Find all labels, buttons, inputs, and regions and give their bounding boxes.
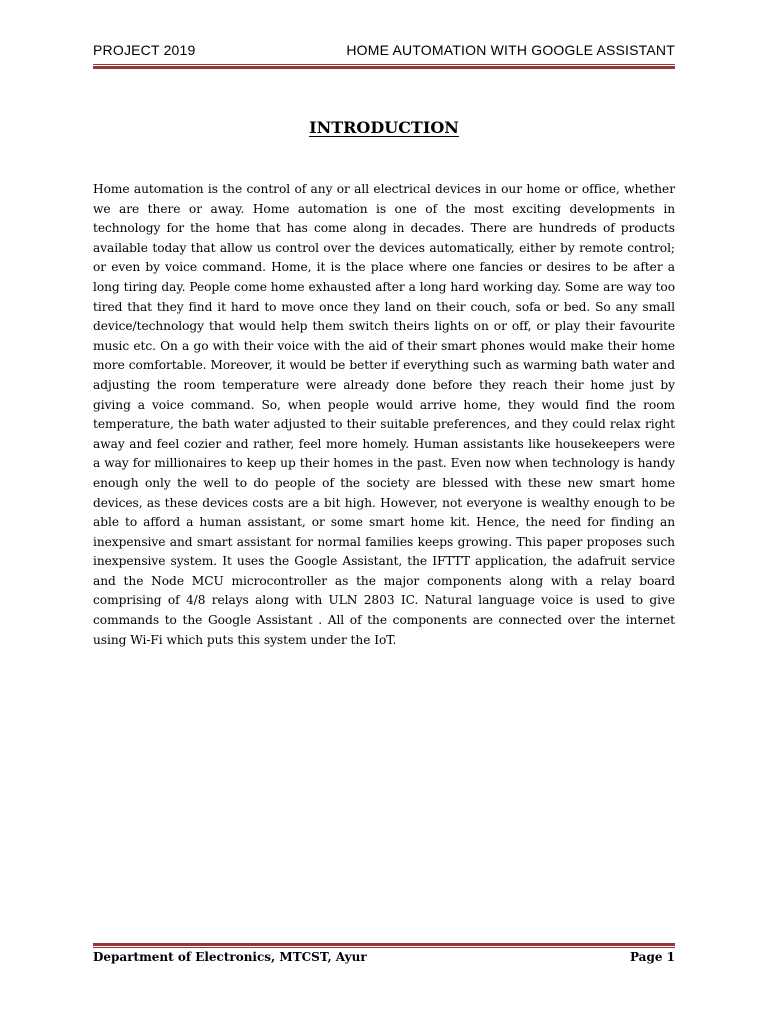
header-project-title: HOME AUTOMATION WITH GOOGLE ASSISTANT [346,42,675,58]
page-header [93,42,675,62]
body-paragraph: Home automation is the control of any or all electrical devices in our home or office, whether we are there or away. Home automation is one of the most exciting developments in technology for the home that has come along in decades. There are hundreds of products available today that allow us control over the devices automatically, either by remote control; or even by voice command. Home, it is the place where one fancies or desires to be after a long tiring day. People come home exhausted after a long hard working day. Some are way too tired that they find it hard to move once they land on their couch, sofa or bed. So any small device/technology that would help them switch theirs lights on or off, or play their favourite music etc. On a go with their voice with the aid of their smart phones would make their home more comfortable. Moreover, it would be better if everything such as warming bath water and adjusting the room temperature were already done before they reach their home just by giving a voice command. So, when people would arrive home, they would find the room temperature, the bath water adjusted to their suitable preferences, and they could relax right away and feel cozier and rather, feel more homely. Human assistants like housekeepers were a way for millionaires to keep up their homes in the past. Even now when technology is handy enough only the well to do people of the society are blessed with these new smart home devices, as these devices costs are a bit high. However, not everyone is wealthy enough to be able to afford a human assistant, or some smart home kit. Hence, the need for finding an inexpensive and smart assistant for normal families keeps growing. This paper proposes such inexpensive system. It uses the Google Assistant, the IFTTT application, the adafruit service and the Node MCU microcontroller as the major components along with a relay board comprising of 4/8 relays along with ULN 2803 IC. Natural language voice is used to give commands to the Google Assistant . All of the components are connected over the internet using Wi-Fi which puts this system under the IoT. [93,182,675,647]
header-divider-thin [93,64,675,65]
footer-department: Department of Electronics, MTCST, Ayur [93,950,367,964]
section-title: INTRODUCTION [309,118,459,137]
header-project-year: PROJECT 2019 [93,42,196,58]
page-number: Page 1 [629,950,675,964]
page-footer [93,950,675,968]
footer-divider-thick [93,943,675,946]
header-divider-thick [93,66,675,69]
footer-divider-thin [93,947,675,948]
